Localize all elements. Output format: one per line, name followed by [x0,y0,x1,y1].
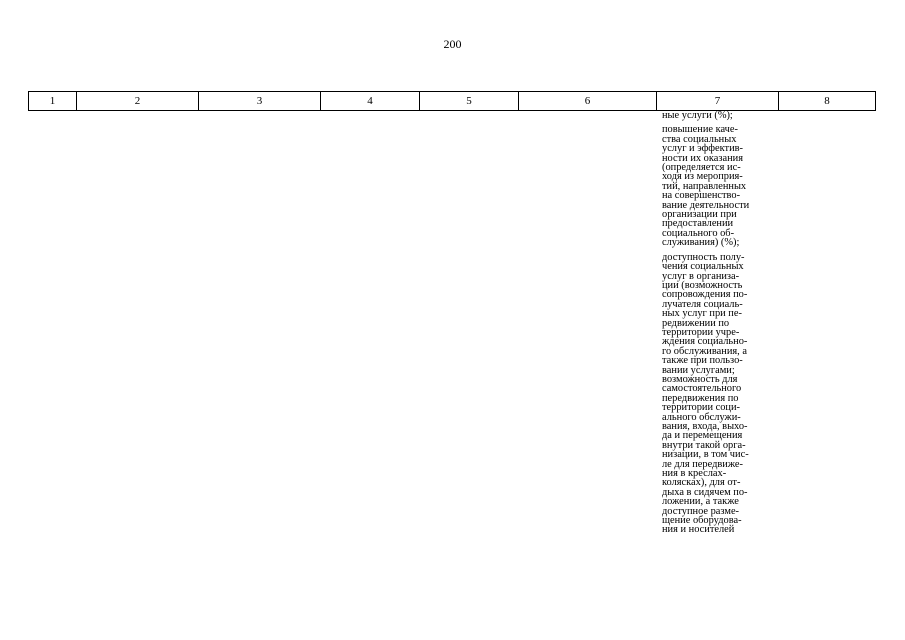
text-line: территории учре- [662,326,740,338]
text-line: ния и носителей [662,524,735,536]
text-line: дыха в сидячем по- [662,486,748,498]
text-line: возможность для [662,373,738,385]
text-line: на совершенство- [662,190,741,202]
text-line: сопровождения по- [662,289,748,301]
text-line: услуг и эффектив- [662,143,743,155]
text-line: доступность полу- [662,251,745,263]
text-line: повышение каче- [662,124,738,136]
text-line: служивания) (%); [662,237,740,249]
text-line: ждения социально- [662,336,748,348]
text-line: также при пользо- [662,355,743,367]
text-line: колясках), для от- [662,477,741,489]
text-line: ные услуги (%); [662,110,733,121]
text-line: социального об- [662,227,735,239]
text-line: низации, в том чис- [662,449,749,461]
text-line: передвижения по [662,392,739,404]
column-7-paragraph [662,125,782,247]
column-header-3: 3 [199,92,321,110]
text-line: вание деятельности [662,199,750,211]
text-line: самостоятельного [662,383,742,395]
text-line: редвижении по [662,317,730,329]
text-line: вании услугами; [662,364,735,376]
text-line: ложении, а также [662,496,739,508]
text-line: ности их оказания [662,152,743,164]
text-line: ального обслужи- [662,411,741,423]
text-line: ния в креслах- [662,468,727,480]
text-line: организации при [662,209,737,221]
table-header-row [28,91,876,111]
text-line: ходя из мероприя- [662,171,743,183]
text-line: лучателя социаль- [662,298,743,310]
text-line: доступное разме- [662,505,740,517]
text-line: вания, входа, выхо- [662,421,748,432]
column-header-6: 6 [519,92,657,110]
text-line: ных услуг при пе- [662,308,742,320]
column-7-paragraph [662,253,782,535]
text-line: ле для передвиже- [662,458,743,470]
column-header-5: 5 [420,92,519,110]
text-line: чения социальных [662,261,744,273]
text-line: ства социальных [662,133,737,145]
column-7-cell [662,111,782,540]
text-line: (определяется ис- [662,162,741,174]
text-line: внутри такой орга- [662,439,746,451]
text-line: предоставлении [662,218,734,230]
text-line: тий, направленных [662,180,747,192]
text-line: ции (возможность [662,279,743,291]
column-header-7: 7 [657,92,779,110]
text-line: щение оборудова- [662,515,742,527]
column-header-1: 1 [29,92,77,110]
text-line: услуг в организа- [662,270,740,282]
text-line: го обслуживания, а [662,345,747,357]
text-line: территории соци- [662,402,741,414]
column-header-4: 4 [321,92,420,110]
page-number: 200 [443,37,462,51]
column-header-8: 8 [824,95,830,107]
text-line: да и перемещения [662,430,743,442]
column-header-2: 2 [77,92,199,110]
column-7-paragraph [662,111,782,120]
